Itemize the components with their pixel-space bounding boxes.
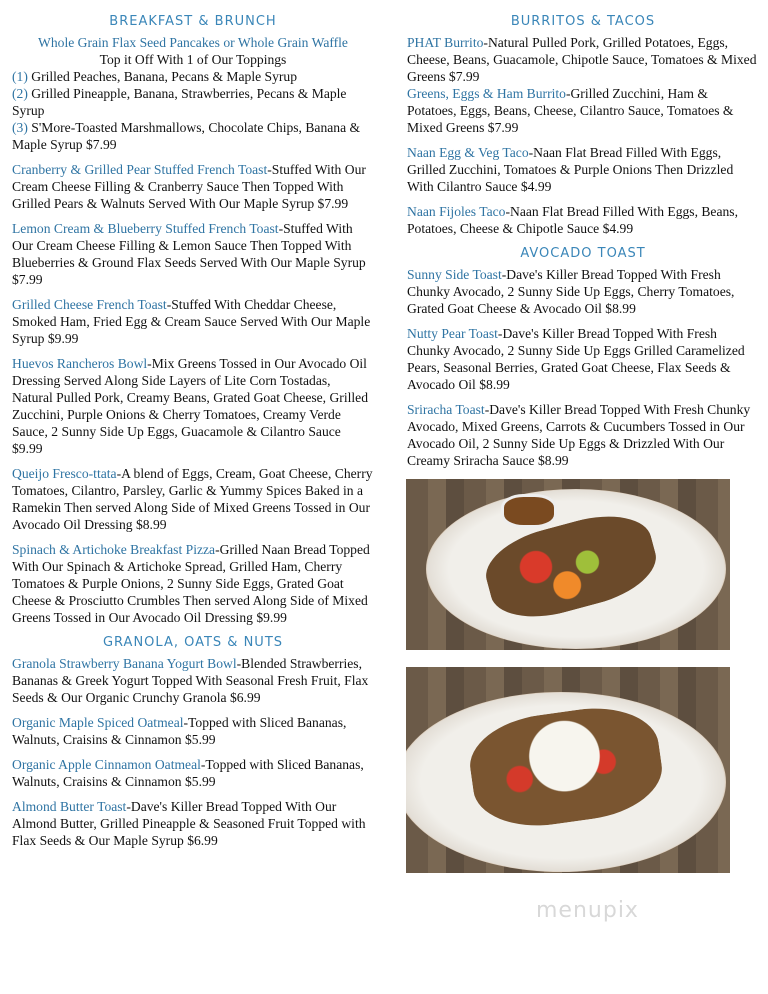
item-name: Organic Maple Spiced Oatmeal xyxy=(12,715,184,730)
menu-item xyxy=(12,465,374,533)
item-name: Spinach & Artichoke Breakfast Pizza xyxy=(12,542,216,557)
item-subtitle: Top it Off With 1 of Our Toppings xyxy=(99,52,287,67)
item-description: Grilled Peaches, Banana, Pecans & Maple Syrup xyxy=(27,69,298,84)
item-description: -Blended Strawberries, Bananas & Greek Yogurt Topped With Seasonal Fresh Fruit, Flax Seeds & Our Organic Crunchy Granola $6.99 xyxy=(12,656,369,705)
item-name: Grilled Cheese French Toast xyxy=(12,297,167,312)
menu-item xyxy=(12,355,374,457)
item-description: -Dave's Killer Bread Topped With Fresh Chunky Avocado, Mixed Greens, Carrots & Cucumbers Tossed in Our Avocado Oil, 2 Sunny Side Up Eggs & Drizzled With Our Creamy Sriracha Sauce $8.99 xyxy=(407,402,751,468)
item-name: PHAT Burrito xyxy=(407,35,484,50)
item-description: -Grilled Zucchini, Ham & Potatoes, Eggs, Beans, Cheese, Cilantro Sauce, Tomatoes & Mixed Greens $7.99 xyxy=(407,86,734,135)
menu-item xyxy=(407,325,759,393)
watermark: menupix xyxy=(536,898,639,923)
item-description: -Naan Flat Bread Filled With Eggs, Grilled Zucchini, Tomatoes & Purple Onions Then Drizzled With Cilantro Sauce $4.99 xyxy=(407,145,734,194)
menu-item xyxy=(12,296,374,347)
topping-option xyxy=(12,85,374,119)
item-description: (2) xyxy=(12,86,28,101)
menu-item xyxy=(12,798,374,849)
item-name: Lemon Cream & Blueberry Stuffed French Toast xyxy=(12,221,279,236)
item-description: -Naan Flat Bread Filled With Eggs, Beans, Potatoes, Cheese & Chipotle Sauce $4.99 xyxy=(407,204,738,236)
item-name: Nutty Pear Toast xyxy=(407,326,498,341)
item-description: -Natural Pulled Pork, Grilled Potatoes, Eggs, Cheese, Beans, Guacamole, Chipotle Sauce, Tomatoes & Mixed Greens $7.99 xyxy=(407,35,757,84)
item-name: Whole Grain Flax Seed Pancakes or Whole Grain Waffle xyxy=(38,35,348,50)
item-name: Almond Butter Toast xyxy=(12,799,127,814)
right-column xyxy=(407,10,759,477)
item-description: Grilled Pineapple, Banana, Strawberries, Pecans & Maple Syrup xyxy=(12,86,347,118)
item-description: -Stuffed With Our Cream Cheese Filling & Lemon Sauce Then Topped With Blueberries & Ground Flax Seeds Served With Our Maple Syrup $7.99 xyxy=(12,221,366,287)
menu-item-pancakes xyxy=(12,34,374,153)
item-description: (1) xyxy=(12,69,28,84)
topping-option xyxy=(12,68,374,85)
item-name: Sriracha Toast xyxy=(407,402,485,417)
menu-item xyxy=(407,203,759,237)
syrup-cup xyxy=(501,494,557,528)
item-description: -Stuffed With Our Cream Cheese Filling & Cranberry Sauce Then Topped With Grilled Pears & Walnuts Served With Our Maple Syrup $7.99 xyxy=(12,162,366,211)
food-photo-fruit-toast xyxy=(406,479,730,650)
section-heading-avocado: AVOCADO TOAST xyxy=(520,246,646,261)
menu-item xyxy=(407,266,759,317)
item-name: Cranberry & Grilled Pear Stuffed French Toast xyxy=(12,162,268,177)
menu-item xyxy=(12,161,374,212)
menu-item xyxy=(12,655,374,706)
item-name: Greens, Eggs & Ham Burrito xyxy=(407,86,566,101)
item-description: -Dave's Killer Bread Topped With Fresh Chunky Avocado, 2 Sunny Side Up Eggs Grilled Caramelized Pears, Seasonal Berries, Grated Goat Cheese, Flax Seeds & Avocado Oil $8.99 xyxy=(407,326,745,392)
menu-item xyxy=(12,541,374,626)
item-description: -A blend of Eggs, Cream, Goat Cheese, Cherry Tomatoes, Cilantro, Parsley, Garlic & Yummy Spices Baked in a Ramekin Then served Along Side of Mixed Greens Tossed in Our Avocado Oil Dressing $8.99 xyxy=(12,466,373,532)
item-name: Organic Apple Cinnamon Oatmeal xyxy=(12,757,201,772)
menu-item xyxy=(12,220,374,288)
item-name: Queijo Fresco-ttata xyxy=(12,466,117,481)
menu-item xyxy=(407,401,759,469)
item-name: Huevos Rancheros Bowl xyxy=(12,356,148,371)
item-description: (3) xyxy=(12,120,28,135)
item-name: Naan Egg & Veg Taco xyxy=(407,145,529,160)
menu-item xyxy=(12,756,374,790)
menu-item xyxy=(407,85,759,136)
menu-item xyxy=(12,714,374,748)
item-description: -Topped with Sliced Bananas, Walnuts, Craisins & Cinnamon $5.99 xyxy=(12,757,364,789)
item-description: -Topped with Sliced Bananas, Walnuts, Craisins & Cinnamon $5.99 xyxy=(12,715,347,747)
menu-item xyxy=(407,34,759,85)
item-description: S'More-Toasted Marshmallows, Chocolate Chips, Banana & Maple Syrup $7.99 xyxy=(12,120,361,152)
section-heading-breakfast: BREAKFAST & BRUNCH xyxy=(109,14,277,29)
left-column xyxy=(12,10,374,857)
section-heading-granola: GRANOLA, OATS & NUTS xyxy=(102,635,284,650)
food-photo-egg-toast xyxy=(406,667,730,873)
item-name: Naan Fijoles Taco xyxy=(407,204,506,219)
item-name: Sunny Side Toast xyxy=(407,267,502,282)
item-description: -Mix Greens Tossed in Our Avocado Oil Dressing Served Along Side Layers of Lite Corn Tostadas, Natural Pulled Pork, Creamy Beans, Grated Goat Cheese, Grilled Zucchini, Purple Onions & Cherry Tomatoes, Creamy Verde Sauce, 2 Sunny Side Up Eggs, Guacamole & Cilantro Sauce $9.99 xyxy=(12,356,368,456)
item-name: Granola Strawberry Banana Yogurt Bowl xyxy=(12,656,237,671)
menu-item xyxy=(407,144,759,195)
item-description: -Stuffed With Cheddar Cheese, Smoked Ham, Fried Egg & Cream Sauce Served With Our Maple Syrup $9.99 xyxy=(12,297,371,346)
section-heading-burritos: BURRITOS & TACOS xyxy=(510,14,656,29)
item-description: -Dave's Killer Bread Topped With Our Almond Butter, Grilled Pineapple & Seasoned Fruit Topped with Flax Seeds & Our Maple Syrup $6.99 xyxy=(12,799,366,848)
item-description: -Dave's Killer Bread Topped With Fresh Chunky Avocado, 2 Sunny Side Up Eggs, Cherry Tomatoes, Grated Goat Cheese & Avocado Oil $8.99 xyxy=(407,267,735,316)
topping-option xyxy=(12,119,374,153)
item-description: -Grilled Naan Bread Topped With Our Spinach & Artichoke Spread, Grilled Ham, Cherry Tomatoes & Purple Onions, 2 Sunny Side Eggs, Grated Goat Cheese & Prosciutto Crumbles Then served Along Side of Mixed Greens Tossed in Our Avocado Oil Dressing $9.99 xyxy=(12,542,370,625)
